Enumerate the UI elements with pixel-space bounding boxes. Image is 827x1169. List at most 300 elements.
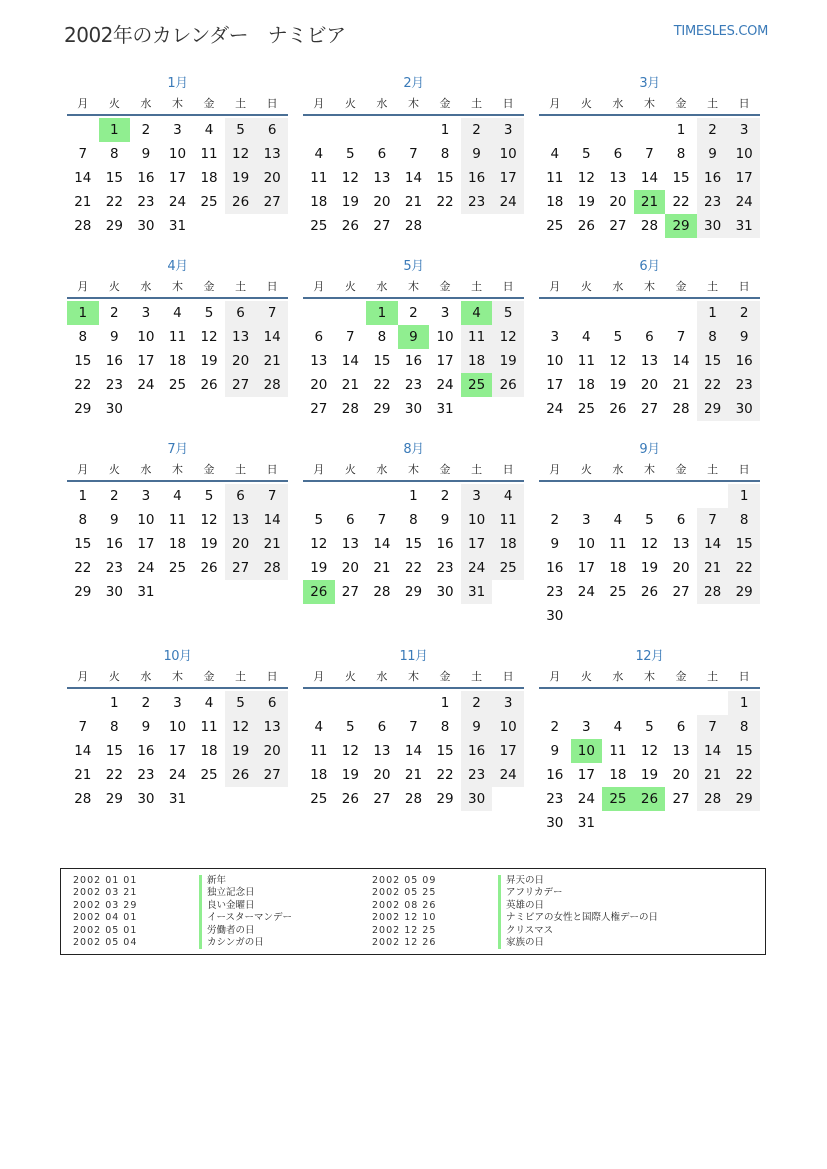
day-cell: 20 bbox=[256, 166, 288, 190]
empty-cell bbox=[634, 484, 666, 508]
page-title: 2002年のカレンダー ナミビア bbox=[64, 23, 346, 47]
day-cell: 27 bbox=[225, 556, 257, 580]
day-cell: 2 bbox=[409, 305, 418, 321]
weekday-label: 水 bbox=[140, 280, 152, 293]
day-cell: 3 bbox=[173, 695, 182, 711]
day-cell: 24 bbox=[461, 556, 493, 580]
day-cell: 5 bbox=[204, 488, 214, 504]
weekday-label: 木 bbox=[407, 670, 419, 683]
day-cell: 6 bbox=[256, 691, 288, 715]
day-cell: 27 bbox=[341, 584, 359, 600]
weekday-label: 日 bbox=[738, 670, 750, 683]
day-cell: 30 bbox=[137, 218, 155, 234]
weekday-label: 金 bbox=[439, 97, 451, 110]
day-cell: 15 bbox=[672, 170, 690, 186]
weekday-label: 金 bbox=[675, 97, 687, 110]
day-cell: 8 bbox=[110, 719, 119, 735]
empty-cell bbox=[539, 691, 571, 715]
weekday-label: 土 bbox=[235, 97, 247, 110]
month-title: 7月 bbox=[167, 442, 188, 457]
day-cell: 12 bbox=[341, 170, 359, 186]
day-cell: 7 bbox=[78, 146, 88, 162]
day-cell: 17 bbox=[436, 353, 454, 369]
day-cell: 19 bbox=[200, 536, 218, 552]
day-cell: 16 bbox=[728, 349, 760, 373]
day-cell: 4 bbox=[314, 146, 324, 162]
weekday-label: 日 bbox=[266, 463, 278, 476]
day-cell: 14 bbox=[256, 508, 288, 532]
day-cell: 3 bbox=[461, 484, 493, 508]
empty-cell bbox=[303, 301, 335, 325]
empty-cell bbox=[335, 691, 367, 715]
day-cell: 31 bbox=[137, 584, 155, 600]
day-cell: 17 bbox=[461, 532, 493, 556]
day-cell: 24 bbox=[168, 194, 187, 210]
day-cell: 21 bbox=[697, 556, 729, 580]
day-cell: 9 bbox=[550, 743, 560, 759]
day-cell: 30 bbox=[105, 401, 123, 417]
weekday-label: 月 bbox=[77, 463, 89, 476]
day-cell: 9 bbox=[141, 146, 151, 162]
day-cell: 6 bbox=[377, 146, 387, 162]
day-cell: 29 bbox=[105, 791, 123, 807]
day-cell: 11 bbox=[609, 743, 627, 759]
weekday-header bbox=[539, 277, 760, 299]
day-cell: 27 bbox=[672, 791, 690, 807]
day-cell: 21 bbox=[697, 763, 729, 787]
day-cell: 26 bbox=[200, 377, 218, 393]
day-cell: 24 bbox=[577, 584, 595, 600]
weekday-label: 木 bbox=[643, 280, 655, 293]
day-cell: 19 bbox=[225, 739, 257, 763]
weekday-header bbox=[303, 94, 524, 116]
weekday-label: 金 bbox=[675, 280, 687, 293]
day-cell: 24 bbox=[137, 377, 155, 393]
day-cell: 13 bbox=[672, 743, 690, 759]
day-cell: 19 bbox=[492, 349, 524, 373]
empty-cell bbox=[366, 484, 398, 508]
day-cell: 17 bbox=[577, 560, 595, 576]
day-cell: 20 bbox=[640, 377, 659, 393]
day-cell: 12 bbox=[200, 329, 218, 345]
month-title: 9月 bbox=[639, 442, 660, 457]
weekday-label: 水 bbox=[376, 670, 388, 683]
weekday-label: 月 bbox=[313, 463, 325, 476]
weekday-header bbox=[67, 94, 288, 116]
day-cell: 23 bbox=[546, 791, 564, 807]
day-cell: 6 bbox=[645, 329, 654, 345]
day-cell: 8 bbox=[440, 146, 450, 162]
day-cell: 28 bbox=[256, 373, 288, 397]
empty-cell bbox=[634, 691, 666, 715]
empty-cell bbox=[634, 118, 666, 142]
weekday-label: 金 bbox=[203, 670, 215, 683]
day-cell: 15 bbox=[373, 353, 391, 369]
weekday-label: 木 bbox=[407, 97, 419, 110]
empty-cell bbox=[67, 118, 99, 142]
weekday-label: 木 bbox=[171, 97, 183, 110]
day-cell: 27 bbox=[310, 401, 328, 417]
day-cell: 8 bbox=[78, 512, 88, 528]
weekday-header bbox=[539, 460, 760, 482]
day-cell: 8 bbox=[78, 329, 88, 345]
day-cell: 26 bbox=[225, 763, 257, 787]
day-cell: 18 bbox=[577, 377, 595, 393]
day-cell: 17 bbox=[168, 170, 187, 186]
day-cell: 19 bbox=[310, 560, 328, 576]
day-cell: 30 bbox=[728, 397, 760, 421]
weekday-label: 月 bbox=[313, 670, 325, 683]
day-cell: 21 bbox=[373, 560, 391, 576]
day-cell: 23 bbox=[461, 763, 493, 787]
weekday-label: 火 bbox=[108, 463, 120, 476]
day-cell: 4 bbox=[204, 122, 214, 138]
holiday-name: 良い金曜日 bbox=[199, 900, 255, 912]
day-cell: 17 bbox=[137, 353, 155, 369]
day-cell: 22 bbox=[436, 767, 454, 783]
day-cell: 22 bbox=[404, 560, 423, 576]
day-cell: 22 bbox=[728, 763, 760, 787]
weekday-label: 月 bbox=[549, 670, 561, 683]
weekday-label: 火 bbox=[344, 280, 356, 293]
holiday-day-cell: 26 bbox=[634, 787, 666, 811]
day-cell: 19 bbox=[577, 194, 595, 210]
day-cell: 14 bbox=[256, 325, 288, 349]
day-cell: 24 bbox=[492, 190, 524, 214]
day-cell: 15 bbox=[74, 536, 92, 552]
month-title: 5月 bbox=[403, 259, 424, 274]
day-cell: 2 bbox=[697, 118, 729, 142]
empty-cell bbox=[539, 118, 571, 142]
day-cell: 16 bbox=[105, 353, 123, 369]
day-cell: 7 bbox=[409, 719, 418, 735]
weekday-label: 月 bbox=[77, 97, 89, 110]
holiday-name: 労働者の日 bbox=[199, 925, 255, 937]
weekday-label: 火 bbox=[580, 97, 592, 110]
day-cell: 15 bbox=[728, 532, 760, 556]
day-cell: 16 bbox=[137, 743, 155, 759]
day-cell: 24 bbox=[137, 560, 155, 576]
day-cell: 7 bbox=[78, 719, 88, 735]
day-cell: 16 bbox=[461, 739, 493, 763]
day-cell: 19 bbox=[225, 166, 257, 190]
day-cell: 20 bbox=[310, 377, 328, 393]
empty-cell bbox=[634, 301, 666, 325]
day-cell: 5 bbox=[645, 512, 654, 528]
month-6 bbox=[539, 257, 760, 421]
day-cell: 13 bbox=[609, 170, 627, 186]
calendar-grid bbox=[67, 74, 760, 835]
day-cell: 27 bbox=[256, 190, 288, 214]
empty-cell bbox=[571, 691, 603, 715]
weekday-label: 木 bbox=[643, 463, 655, 476]
day-cell: 3 bbox=[550, 329, 560, 345]
day-cell: 8 bbox=[409, 512, 418, 528]
day-cell: 25 bbox=[310, 218, 328, 234]
day-cell: 23 bbox=[697, 190, 729, 214]
holiday-date: 2002 05 25 bbox=[372, 887, 437, 899]
day-cell: 18 bbox=[200, 743, 218, 759]
day-cell: 28 bbox=[672, 401, 690, 417]
day-cell: 5 bbox=[225, 118, 257, 142]
day-cell: 11 bbox=[492, 508, 524, 532]
day-cell: 3 bbox=[582, 512, 591, 528]
weekday-label: 月 bbox=[313, 97, 325, 110]
day-cell: 5 bbox=[582, 146, 591, 162]
month-7 bbox=[67, 440, 288, 628]
day-cell: 11 bbox=[609, 536, 627, 552]
day-cell: 28 bbox=[404, 218, 423, 234]
holiday-list bbox=[60, 868, 766, 955]
day-cell: 9 bbox=[440, 512, 450, 528]
day-cell: 1 bbox=[440, 695, 450, 711]
day-cell: 20 bbox=[341, 560, 359, 576]
day-cell: 10 bbox=[137, 512, 155, 528]
holiday-day-cell: 4 bbox=[461, 301, 493, 325]
weekday-label: 水 bbox=[612, 97, 624, 110]
day-cell: 15 bbox=[105, 743, 123, 759]
day-cell: 23 bbox=[728, 373, 760, 397]
day-cell: 17 bbox=[492, 166, 524, 190]
day-cell: 12 bbox=[640, 536, 659, 552]
day-cell: 31 bbox=[461, 580, 493, 604]
day-cell: 28 bbox=[697, 787, 729, 811]
weekday-label: 土 bbox=[471, 463, 483, 476]
day-cell: 20 bbox=[225, 349, 257, 373]
day-cell: 8 bbox=[440, 719, 450, 735]
day-cell: 16 bbox=[105, 536, 123, 552]
day-cell: 17 bbox=[728, 166, 760, 190]
day-cell: 28 bbox=[341, 401, 359, 417]
month-3 bbox=[539, 74, 760, 238]
holiday-day-cell: 25 bbox=[461, 373, 493, 397]
day-cell: 9 bbox=[461, 715, 493, 739]
empty-cell bbox=[602, 118, 634, 142]
day-cell: 14 bbox=[74, 743, 92, 759]
day-cell: 20 bbox=[373, 194, 391, 210]
day-cell: 5 bbox=[225, 691, 257, 715]
day-cell: 14 bbox=[404, 743, 423, 759]
day-cell: 19 bbox=[640, 560, 659, 576]
empty-cell bbox=[571, 301, 603, 325]
day-grid bbox=[67, 116, 288, 238]
weekday-label: 金 bbox=[439, 280, 451, 293]
weekday-label: 土 bbox=[471, 97, 483, 110]
holiday-day-cell: 29 bbox=[665, 214, 697, 238]
weekday-label: 木 bbox=[171, 463, 183, 476]
weekday-label: 日 bbox=[502, 463, 514, 476]
day-cell: 24 bbox=[168, 767, 187, 783]
day-cell: 2 bbox=[110, 488, 119, 504]
day-cell: 29 bbox=[404, 584, 423, 600]
day-cell: 6 bbox=[256, 118, 288, 142]
day-cell: 11 bbox=[168, 329, 187, 345]
weekday-label: 月 bbox=[549, 463, 561, 476]
day-cell: 13 bbox=[672, 536, 690, 552]
day-cell: 14 bbox=[697, 739, 729, 763]
day-cell: 8 bbox=[676, 146, 686, 162]
day-cell: 10 bbox=[546, 353, 564, 369]
weekday-label: 木 bbox=[643, 670, 655, 683]
empty-cell bbox=[398, 118, 430, 142]
day-cell: 17 bbox=[168, 743, 187, 759]
day-cell: 7 bbox=[346, 329, 355, 345]
weekday-label: 日 bbox=[738, 463, 750, 476]
day-cell: 2 bbox=[728, 301, 760, 325]
weekday-label: 木 bbox=[407, 463, 419, 476]
empty-cell bbox=[398, 691, 430, 715]
weekday-label: 金 bbox=[203, 280, 215, 293]
day-cell: 13 bbox=[225, 325, 257, 349]
site-link[interactable]: TIMESLES.COM bbox=[673, 24, 768, 39]
day-cell: 15 bbox=[697, 349, 729, 373]
day-cell: 15 bbox=[436, 743, 454, 759]
month-1 bbox=[67, 74, 288, 238]
day-cell: 22 bbox=[672, 194, 690, 210]
day-cell: 8 bbox=[728, 715, 760, 739]
day-cell: 6 bbox=[613, 146, 623, 162]
day-cell: 11 bbox=[200, 146, 218, 162]
empty-cell bbox=[602, 484, 634, 508]
day-cell: 3 bbox=[141, 305, 151, 321]
weekday-label: 水 bbox=[140, 670, 152, 683]
day-cell: 10 bbox=[137, 329, 155, 345]
day-cell: 5 bbox=[346, 719, 355, 735]
holiday-date: 2002 08 26 bbox=[372, 899, 437, 911]
weekday-label: 月 bbox=[77, 280, 89, 293]
weekday-label: 金 bbox=[203, 97, 215, 110]
weekday-header bbox=[67, 667, 288, 689]
day-cell: 14 bbox=[373, 536, 391, 552]
weekday-label: 水 bbox=[376, 280, 388, 293]
day-cell: 21 bbox=[341, 377, 359, 393]
day-cell: 29 bbox=[373, 401, 391, 417]
weekday-header bbox=[67, 460, 288, 482]
day-cell: 1 bbox=[728, 484, 760, 508]
weekday-label: 火 bbox=[344, 97, 356, 110]
day-grid bbox=[67, 689, 288, 811]
day-cell: 14 bbox=[640, 170, 659, 186]
weekday-label: 土 bbox=[707, 670, 719, 683]
weekday-label: 木 bbox=[643, 97, 655, 110]
day-cell: 25 bbox=[200, 194, 218, 210]
day-grid bbox=[539, 689, 760, 835]
day-cell: 25 bbox=[168, 560, 187, 576]
day-cell: 28 bbox=[373, 584, 391, 600]
day-cell: 27 bbox=[609, 218, 627, 234]
holiday-name: クリスマス bbox=[498, 925, 553, 937]
day-cell: 6 bbox=[676, 512, 686, 528]
day-cell: 20 bbox=[609, 194, 627, 210]
holiday-date: 2002 01 01 bbox=[73, 875, 138, 886]
day-cell: 27 bbox=[373, 218, 391, 234]
day-cell: 4 bbox=[582, 329, 591, 345]
holiday-date: 2002 12 25 bbox=[372, 924, 437, 936]
day-cell: 18 bbox=[461, 349, 493, 373]
day-cell: 9 bbox=[697, 142, 729, 166]
weekday-label: 金 bbox=[203, 463, 215, 476]
day-cell: 30 bbox=[105, 584, 123, 600]
weekday-label: 水 bbox=[612, 280, 624, 293]
day-cell: 20 bbox=[373, 767, 391, 783]
weekday-label: 火 bbox=[108, 280, 120, 293]
weekday-label: 土 bbox=[235, 280, 247, 293]
day-cell: 23 bbox=[105, 377, 123, 393]
empty-cell bbox=[335, 484, 367, 508]
day-cell: 21 bbox=[404, 767, 423, 783]
holiday-name: 英雄の日 bbox=[498, 900, 544, 912]
day-cell: 13 bbox=[256, 142, 288, 166]
day-cell: 28 bbox=[697, 580, 729, 604]
day-cell: 15 bbox=[404, 536, 423, 552]
day-cell: 24 bbox=[577, 791, 595, 807]
day-cell: 26 bbox=[640, 584, 659, 600]
day-cell: 2 bbox=[550, 719, 560, 735]
day-cell: 22 bbox=[105, 767, 123, 783]
weekday-header bbox=[67, 277, 288, 299]
day-cell: 31 bbox=[577, 815, 595, 831]
day-cell: 15 bbox=[728, 739, 760, 763]
day-cell: 23 bbox=[461, 190, 493, 214]
day-cell: 18 bbox=[492, 532, 524, 556]
day-cell: 18 bbox=[310, 767, 328, 783]
empty-cell bbox=[335, 118, 367, 142]
day-cell: 26 bbox=[609, 401, 627, 417]
day-cell: 10 bbox=[577, 536, 595, 552]
month-4 bbox=[67, 257, 288, 421]
day-cell: 14 bbox=[697, 532, 729, 556]
holiday-date: 2002 12 10 bbox=[372, 912, 437, 924]
day-cell: 19 bbox=[341, 767, 359, 783]
day-cell: 6 bbox=[377, 719, 387, 735]
weekday-label: 土 bbox=[707, 463, 719, 476]
day-cell: 17 bbox=[546, 377, 564, 393]
day-cell: 2 bbox=[461, 118, 493, 142]
weekday-label: 土 bbox=[707, 97, 719, 110]
day-cell: 24 bbox=[492, 763, 524, 787]
day-cell: 16 bbox=[546, 767, 564, 783]
month-title: 11月 bbox=[399, 649, 428, 664]
day-cell: 11 bbox=[461, 325, 493, 349]
day-cell: 22 bbox=[697, 373, 729, 397]
day-cell: 29 bbox=[728, 787, 760, 811]
holiday-name: 新年 bbox=[199, 875, 226, 887]
day-cell: 5 bbox=[314, 512, 324, 528]
day-cell: 21 bbox=[672, 377, 690, 393]
holiday-day-cell: 25 bbox=[602, 787, 634, 811]
holiday-day-cell: 1 bbox=[99, 118, 131, 142]
day-cell: 15 bbox=[436, 170, 454, 186]
day-cell: 25 bbox=[310, 791, 328, 807]
day-cell: 22 bbox=[436, 194, 454, 210]
day-cell: 26 bbox=[200, 560, 218, 576]
empty-cell bbox=[303, 484, 335, 508]
empty-cell bbox=[303, 118, 335, 142]
day-cell: 18 bbox=[310, 194, 328, 210]
weekday-label: 水 bbox=[140, 97, 152, 110]
day-cell: 9 bbox=[141, 719, 151, 735]
day-cell: 9 bbox=[110, 329, 119, 345]
day-cell: 6 bbox=[676, 719, 686, 735]
day-cell: 2 bbox=[550, 512, 560, 528]
weekday-label: 日 bbox=[502, 97, 514, 110]
day-cell: 3 bbox=[173, 122, 182, 138]
day-cell: 13 bbox=[256, 715, 288, 739]
day-cell: 9 bbox=[550, 536, 560, 552]
day-cell: 5 bbox=[204, 305, 214, 321]
weekday-label: 月 bbox=[313, 280, 325, 293]
month-5 bbox=[303, 257, 524, 421]
